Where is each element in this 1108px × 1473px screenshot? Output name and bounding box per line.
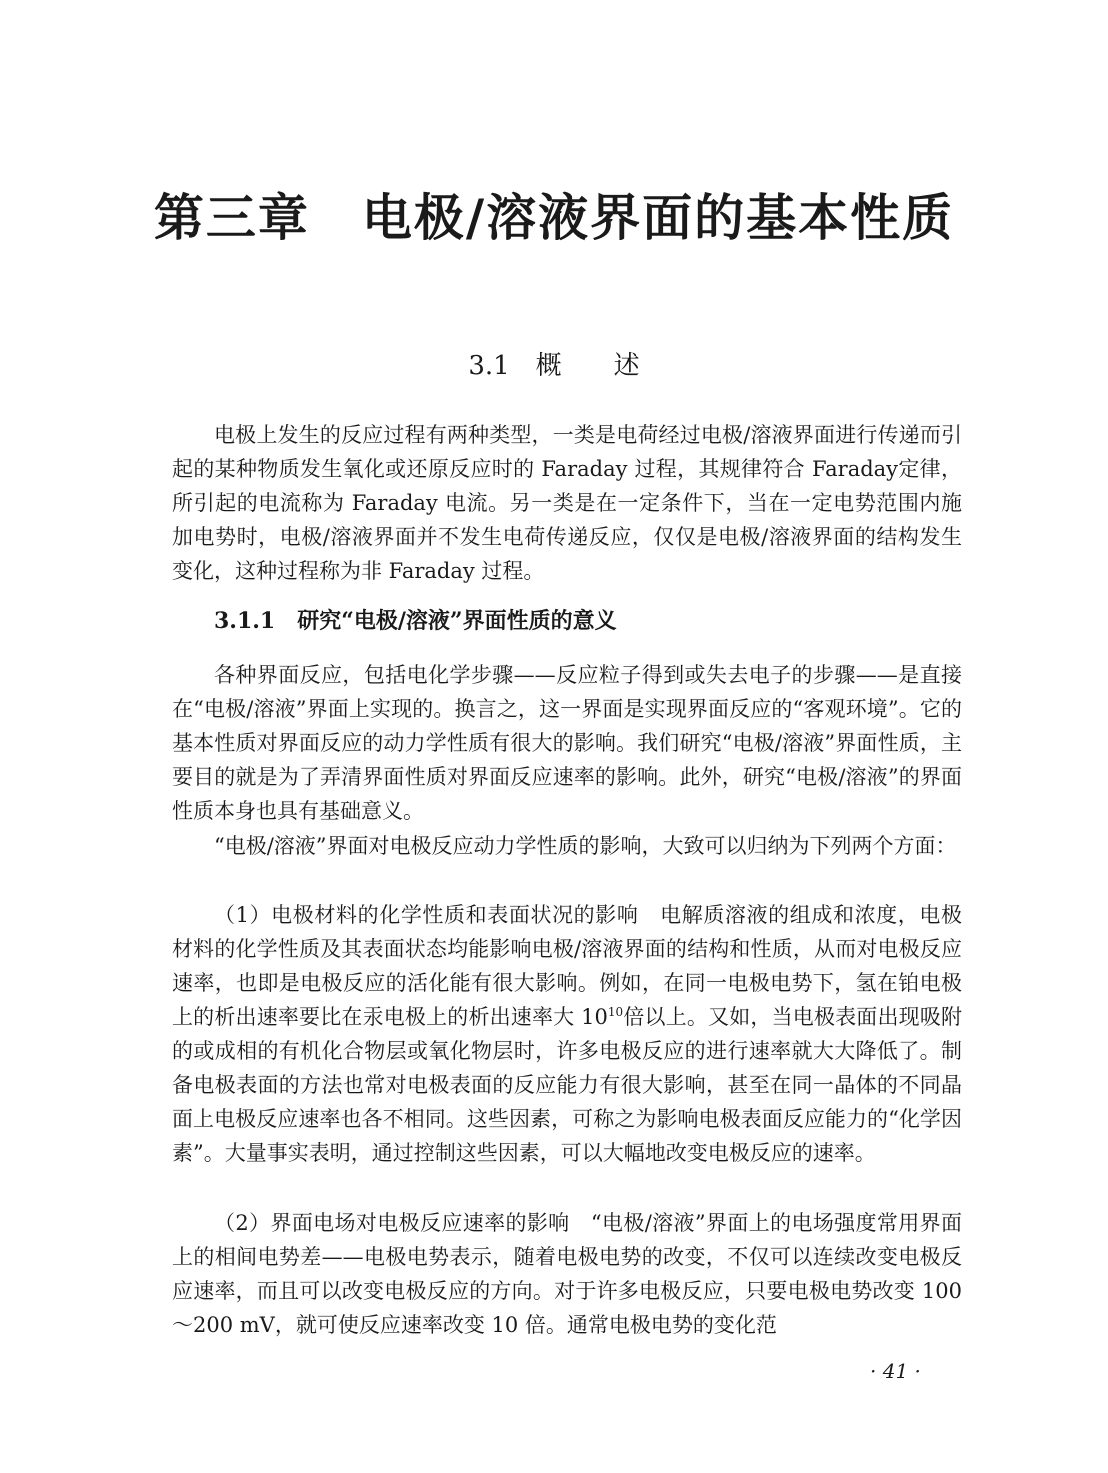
paragraph-faraday-process: 电极上发生的反应过程有两种类型，一类是电荷经过电极/溶液界面进行传递而引起的某种物质发生氧化或还原反应时的 Faraday 过程，其规律符合 Faraday定律，所引起的电流称为 Faraday 电流。另一类是在一定条件下，当在一定电势范围内施加电势时，电极/溶液界面并不发生电荷传递反应，仅仅是电极/溶液界面的结构发生变化，这种过程称为非 Faraday 过程。 xyxy=(172,423,962,583)
paragraph-chemical-factors-text-a: （1）电极材料的化学性质和表面状况的影响 电解质溶液的组成和浓度，电极材料的化学性质及其表面状态均能影响电极/溶液界面的结构和性质，从而对电极反应速率，也即是电极反应的活化能有很大影响。例如，在同一电极电势下，氢在铂电极上的析出速率要比在汞电极上的析出速率大 10 xyxy=(172,903,962,1029)
paragraph-chemical-factors-text-b: 倍以上。又如，当电极表面出现吸附的或成相的有机化合物层或氧化物层时，许多电极反应的进行速率就大大降低了。制备电极表面的方法也常对电极表面的反应能力有很大影响，甚至在同一晶体的不同晶面上电极反应速率也各不相同。这些因素，可称之为影响电极表面反应能力的“化学因素”。大量事实表明，通过控制这些因素，可以大幅地改变电极反应的速率。 xyxy=(172,1005,962,1165)
chapter-title: 第三章 电极/溶液界面的基本性质 xyxy=(153,189,955,247)
paragraph-interface-significance: 各种界面反应，包括电化学步骤——反应粒子得到或失去电子的步骤——是直接在“电极/溶液”界面上实现的。换言之，这一界面是实现界面反应的“客观环境”。它的基本性质对界面反应的动力学性质有很大的影响。我们研究“电极/溶液”界面性质，主要目的就是为了弄清界面性质对界面反应速率的影响。此外，研究“电极/溶液”的界面性质本身也具有基础意义。 xyxy=(172,663,962,823)
paragraph-interface-electric-field: （2）界面电场对电极反应速率的影响 “电极/溶液”界面上的电场强度常用界面上的相间电势差——电极电势表示，随着电极电势的改变，不仅可以连续改变电极反应速率，而且可以改变电极反应的方向。对于许多电极反应，只要电极电势改变 100～200 mV，就可使反应速率改变 10 倍。通常电极电势的变化范 xyxy=(172,1211,962,1337)
exponent-superscript: 10 xyxy=(607,1005,624,1019)
paragraph-chemical-factors xyxy=(172,898,962,1170)
section-title: 3.1 概 述 xyxy=(468,351,640,381)
page-number: · 41 · xyxy=(870,1359,921,1383)
subsection-title: 3.1.1 研究“电极/溶液”界面性质的意义 xyxy=(214,608,617,634)
paragraph-interface-influence-intro: “电极/溶液”界面对电极反应动力学性质的影响，大致可以归纳为下列两个方面： xyxy=(214,834,957,858)
